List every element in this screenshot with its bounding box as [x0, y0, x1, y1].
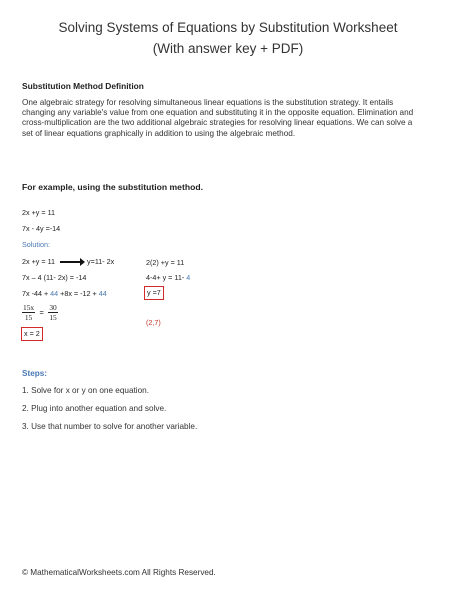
- given-equation-2: 7x - 4y =-14: [22, 224, 61, 233]
- definition-paragraph: One algebraic strategy for resolving simultaneous linear equations is the substitution strategy. It entails changing any variable's value from one equation and substituting it in the opposite equation. Elimination and cross-multiplication are the two additional algebraic strategies for resolving linear equations. We can solve a set of linear equations graphically in addition to using the algebraic method.: [22, 98, 414, 138]
- steps-heading: Steps:: [22, 369, 48, 378]
- solve-step-3-part-c: +8x = -12 +: [58, 289, 99, 298]
- worksheet-title: Solving Systems of Equations by Substitution Worksheet: [58, 20, 398, 35]
- solve-step-3-part-d: 44: [98, 289, 107, 298]
- solve-step-3-part-b: 44: [50, 289, 59, 298]
- definition-heading: Substitution Method Definition: [22, 81, 144, 91]
- solve-step-2: 7x – 4 (11- 2x) = -14: [22, 273, 87, 282]
- right-arrow-icon: [60, 261, 82, 263]
- fraction-right-numerator: 30: [49, 303, 57, 312]
- back-substitution-step-1: 2(2) +y = 11: [146, 258, 185, 267]
- back-substitution-step-2-part-b: 4: [186, 273, 191, 282]
- fraction-right: [48, 303, 57, 322]
- step-item: 1. Solve for x or y on one equation.: [22, 386, 149, 395]
- solve-step-1-lhs: 2x +y = 11: [22, 257, 56, 266]
- worksheet-subtitle: (With answer key + PDF): [152, 41, 304, 56]
- fraction-left-numerator: 15x: [23, 303, 35, 312]
- solve-step-1-rhs: y=11- 2x: [87, 257, 115, 266]
- step-item: 2. Plug into another equation and solve.: [22, 404, 167, 413]
- ordered-pair-answer: (2,7): [146, 318, 161, 327]
- fraction-left: [22, 303, 35, 322]
- fraction-left-denominator: 15: [24, 313, 33, 322]
- fraction-step: [22, 303, 58, 322]
- fraction-equals: =: [39, 308, 44, 317]
- back-substitution-step-2: [146, 273, 190, 282]
- example-heading: For example, using the substitution method.: [22, 182, 203, 192]
- step-item: 3. Use that number to solve for another variable.: [22, 422, 198, 431]
- solve-step-3: [22, 289, 107, 298]
- solve-step-3-part-a: 7x -44 +: [22, 289, 51, 298]
- back-substitution-step-2-part-a: 4-4+ y = 11-: [146, 273, 187, 282]
- solution-label: Solution:: [22, 240, 50, 249]
- fraction-right-denominator: 15: [49, 313, 57, 322]
- y-result-box: y =7: [144, 286, 164, 300]
- given-equation-1: 2x +y = 11: [22, 208, 56, 217]
- copyright-footer: © MathematicalWorksheets.com All Rights Reserved.: [22, 568, 216, 577]
- x-result-box: x = 2: [21, 327, 43, 341]
- solve-step-1: [22, 257, 114, 266]
